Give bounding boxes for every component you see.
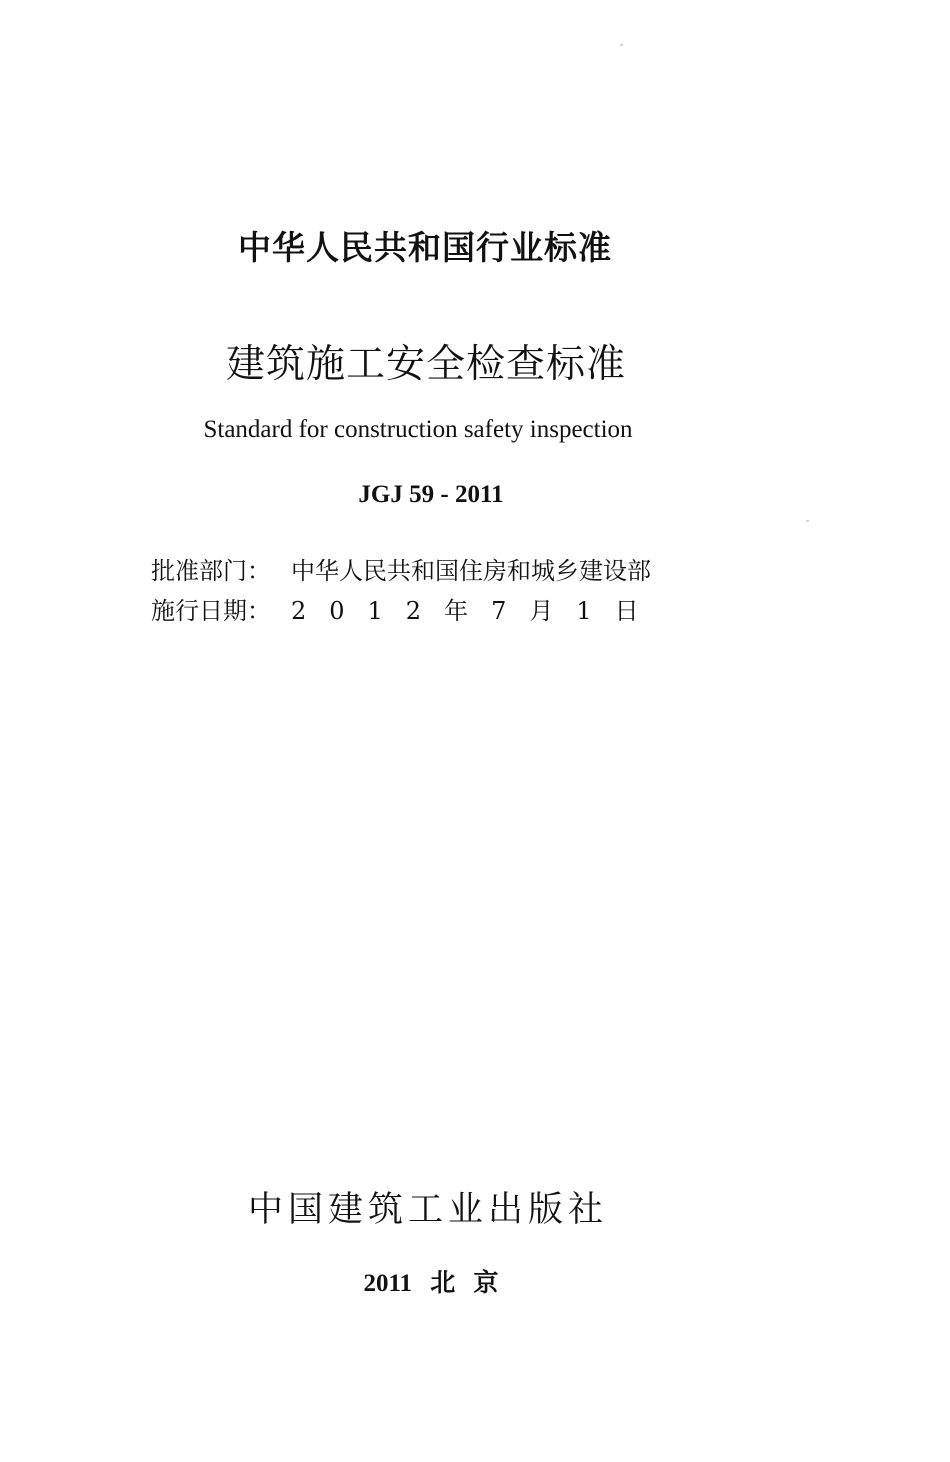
industry-standard-heading: 中华人民共和国行业标准 xyxy=(238,228,612,267)
scan-speck xyxy=(806,520,809,522)
effective-date-label: 施行日期： xyxy=(151,597,271,625)
publisher-name: 中国建筑工业出版社 xyxy=(247,1190,608,1230)
title-chinese: 建筑施工安全检查标准 xyxy=(225,342,626,387)
approval-department-row xyxy=(151,551,651,586)
effective-date-row xyxy=(151,591,662,626)
approval-department-label: 批准部门： xyxy=(151,557,271,585)
scan-speck xyxy=(620,44,623,46)
title-english: Standard for construction safety inspection xyxy=(203,416,633,443)
approval-department-value: 中华人民共和国住房和城乡建设部 xyxy=(291,557,651,585)
standard-code: JGJ 59 - 2011 xyxy=(358,481,504,508)
effective-date-value: 2012年7月1日 xyxy=(291,597,662,625)
publication-year-place: 2011 北 京 xyxy=(363,1270,499,1297)
